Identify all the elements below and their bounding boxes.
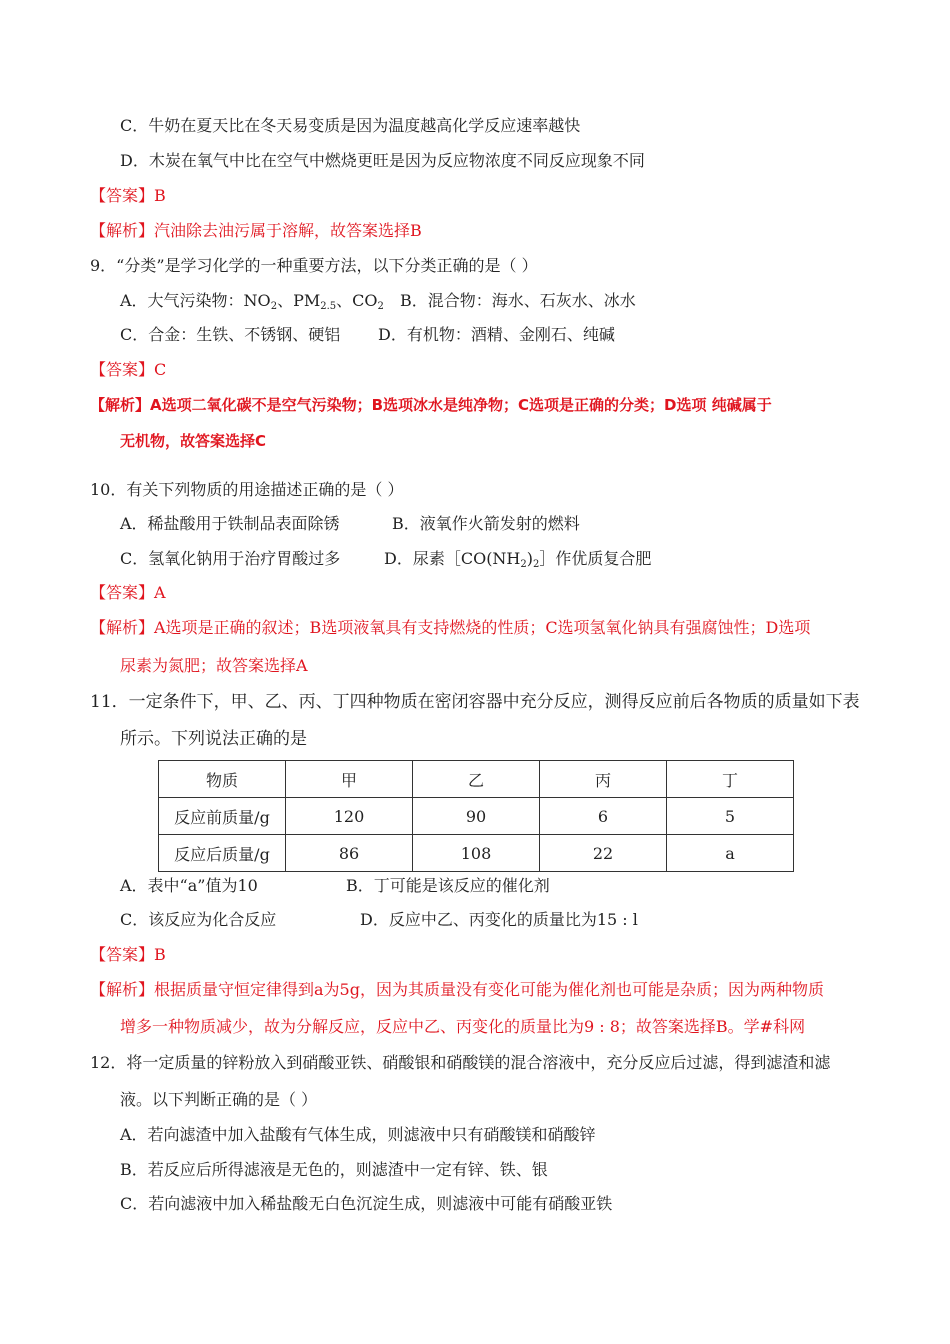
q9-option-a-mid1: 、PM [277, 291, 321, 310]
table-header-cell: 乙 [413, 761, 540, 798]
q9-option-a-sub1: 2 [270, 301, 278, 312]
q9-option-b: B．混合物：海水、石灰水、冰水 [400, 291, 636, 310]
table-cell: a [667, 835, 794, 872]
q12-stem-line1: 12．将一定质量的锌粉放入到硝酸亚铁、硝酸银和硝酸镁的混合溶液中，充分反应后过滤，得到滤渣和滤 [90, 1053, 831, 1072]
q11-analysis-line1: 【解析】根据质量守恒定律得到a为5g，因为其质量没有变化可能为催化剂也可能是杂质；因为两种物质 [90, 980, 824, 999]
table-cell: 86 [286, 835, 413, 872]
q10-option-a: A．稀盐酸用于铁制品表面除锈 [120, 514, 340, 533]
table-header-cell: 物质 [159, 761, 286, 798]
q11-answer: 【答案】B [90, 945, 166, 964]
q11-option-a: A．表中“a”值为10 [120, 876, 258, 895]
q9-stem: 9．“分类”是学习化学的一种重要方法，以下分类正确的是（ ） [90, 256, 538, 275]
q9-analysis-line2: 无机物，故答案选择C [120, 432, 267, 450]
table-header-cell: 甲 [286, 761, 413, 798]
q12-stem-line2: 液。以下判断正确的是（ ） [120, 1090, 318, 1109]
q9-option-c: C．合金：生铁、不锈钢、硬铝 [120, 325, 341, 344]
q10-option-b: B．液氧作火箭发射的燃料 [392, 514, 580, 533]
q9-option-a-sub2: 2.5 [320, 301, 337, 312]
q10-option-d [384, 549, 651, 575]
q12-option-b: B．若反应后所得滤液是无色的，则滤渣中一定有锌、铁、银 [120, 1160, 548, 1179]
q9-option-a-sub3: 2 [377, 301, 384, 312]
q10-option-d-sub2: 2 [533, 559, 540, 570]
q10-option-d-suffix: ］作优质复合肥 [539, 549, 652, 568]
q12-option-a: A．若向滤渣中加入盐酸有气体生成，则滤液中只有硝酸镁和硝酸锌 [120, 1125, 596, 1144]
table-header-row [159, 761, 794, 798]
q11-stem-line1: 11．一定条件下，甲、乙、丙、丁四种物质在密闭容器中充分反应，测得反应前后各物质的质量如下表 [90, 692, 860, 712]
q10-analysis-line2: 尿素为氮肥；故答案选择A [120, 656, 308, 675]
q10-stem: 10．有关下列物质的用途描述正确的是（ ） [90, 480, 404, 499]
table-row [159, 798, 794, 835]
table-row [159, 835, 794, 872]
q11-option-d: D．反应中乙、丙变化的质量比为15 : l [360, 910, 638, 929]
table-cell: 6 [540, 798, 667, 835]
q10-option-c: C．氢氧化钠用于治疗胃酸过多 [120, 549, 341, 568]
table-header-cell: 丁 [667, 761, 794, 798]
q8-option-d: D．木炭在氧气中比在空气中燃烧更旺是因为反应物浓度不同反应现象不同 [120, 151, 645, 170]
table-header-cell: 丙 [540, 761, 667, 798]
q9-option-a-mid2: 、CO [336, 291, 378, 310]
table-cell: 反应前质量/g [159, 798, 286, 835]
q10-option-d-sub1: 2 [520, 559, 527, 570]
table-cell: 22 [540, 835, 667, 872]
table-cell: 90 [413, 798, 540, 835]
q10-option-d-mid: ) [526, 549, 534, 568]
q11-mass-table [158, 760, 794, 872]
q8-analysis: 【解析】汽油除去油污属于溶解，故答案选择B [90, 221, 422, 240]
table-cell: 反应后质量/g [159, 835, 286, 872]
table-cell: 120 [286, 798, 413, 835]
q11-option-b: B．丁可能是该反应的催化剂 [346, 876, 550, 895]
q10-analysis-line1: 【解析】A选项是正确的叙述；B选项液氧具有支持燃烧的性质；C选项氢氧化钠具有强腐蚀性；D选项 [90, 618, 811, 637]
q8-option-c: C．牛奶在夏天比在冬天易变质是因为温度越高化学反应速率越快 [120, 116, 581, 135]
q11-analysis-line2: 增多一种物质减少，故为分解反应，反应中乙、丙变化的质量比为9 : 8；故答案选择B。学#科网 [120, 1017, 806, 1036]
table-cell: 5 [667, 798, 794, 835]
q12-option-c: C．若向滤液中加入稀盐酸无白色沉淀生成，则滤液中可能有硝酸亚铁 [120, 1194, 613, 1213]
q9-option-d: D．有机物：酒精、金刚石、纯碱 [378, 325, 615, 344]
q11-option-c: C．该反应为化合反应 [120, 910, 277, 929]
q9-answer: 【答案】C [90, 360, 167, 379]
q9-analysis-line1: 【解析】A选项二氧化碳不是空气污染物；B选项冰水是纯净物；C选项是正确的分类；D选项 纯碱属于 [90, 396, 772, 414]
q10-answer: 【答案】A [90, 583, 166, 602]
q11-stem-line2: 所示。下列说法正确的是 [120, 729, 307, 749]
q9-option-a-prefix: A．大气污染物：NO [120, 291, 271, 310]
q8-answer: 【答案】B [90, 186, 166, 205]
table-cell: 108 [413, 835, 540, 872]
q10-option-d-prefix: D．尿素［CO(NH [384, 549, 521, 568]
q9-option-a [120, 291, 384, 317]
